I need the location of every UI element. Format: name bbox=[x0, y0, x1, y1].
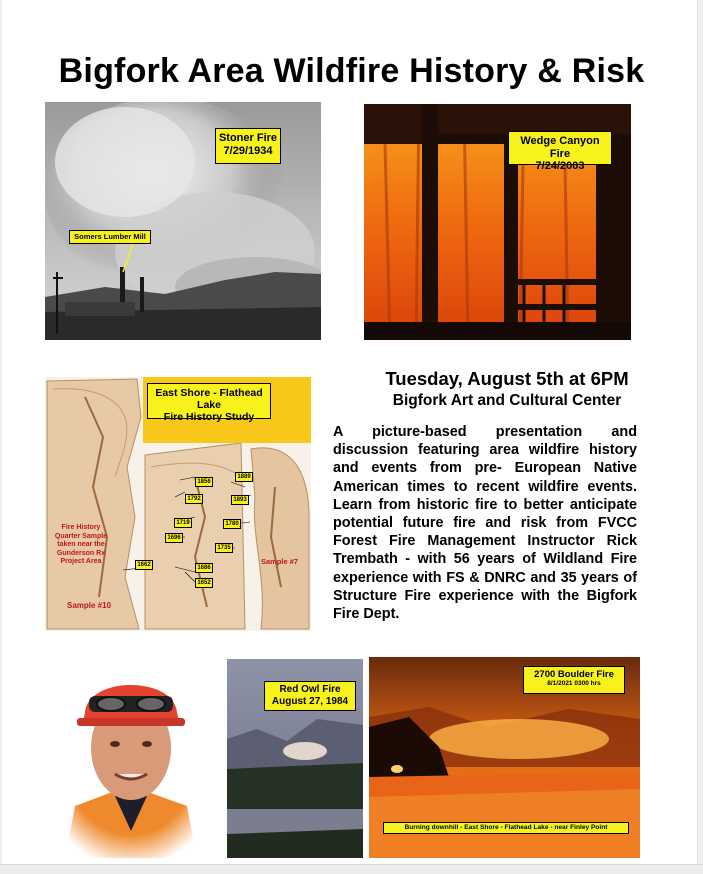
instructor-portrait-image bbox=[45, 656, 217, 858]
sample-7-label: Sample #7 bbox=[261, 557, 299, 566]
wedge-canyon-fire-photo bbox=[364, 104, 631, 340]
study-banner-line2: Fire History Study bbox=[163, 411, 255, 424]
instructor-portrait-photo bbox=[45, 656, 217, 858]
stoner-fire-name: Stoner Fire bbox=[218, 132, 278, 144]
helmet-text: SAFETY OFFICER bbox=[97, 676, 165, 683]
wedge-canyon-fire-date: 7/24/2003 bbox=[535, 160, 585, 173]
year-1889: 1889 bbox=[235, 472, 253, 482]
event-venue: Bigfork Art and Cultural Center bbox=[392, 392, 622, 409]
red-owl-fire-photo bbox=[227, 659, 363, 858]
year-1686: 1686 bbox=[195, 563, 213, 573]
year-1780: 1780 bbox=[223, 519, 241, 529]
study-banner-line1: East Shore - Flathead Lake bbox=[155, 387, 263, 412]
year-1856: 1856 bbox=[195, 477, 213, 487]
study-banner bbox=[147, 383, 271, 424]
event-date-time: Tuesday, August 5th at 6PM bbox=[385, 368, 629, 389]
page-bottom-edge bbox=[0, 864, 703, 874]
boulder-fire-caption: Burning downhill - East Shore - Flathead Lake - near Finley Point bbox=[383, 822, 629, 834]
boulder-fire-name: 2700 Boulder Fire bbox=[534, 669, 614, 680]
stoner-fire-date: 7/29/1934 bbox=[223, 144, 273, 157]
boulder-fire-label bbox=[523, 666, 625, 694]
page-right-edge bbox=[697, 0, 703, 874]
somers-mill-label: Somers Lumber Mill bbox=[69, 230, 151, 244]
stoner-fire-photo bbox=[45, 102, 321, 340]
year-1652: 1652 bbox=[195, 578, 213, 588]
page-title: Bigfork Area Wildfire History & Risk bbox=[58, 52, 645, 90]
fire-history-study-photo bbox=[45, 377, 311, 631]
mill-pointer-line bbox=[45, 102, 321, 340]
boulder-fire-date: 8/1/2021 0300 hrs bbox=[547, 680, 601, 688]
red-owl-fire-name: Red Owl Fire bbox=[279, 684, 341, 695]
year-1792: 1792 bbox=[185, 494, 203, 504]
red-owl-fire-date: August 27, 1984 bbox=[271, 695, 349, 707]
year-1735: 1735 bbox=[215, 543, 233, 553]
red-owl-fire-label bbox=[264, 681, 356, 711]
wedge-canyon-fire-label bbox=[508, 131, 612, 173]
year-1662: 1662 bbox=[135, 560, 153, 570]
sample-10-label: Sample #10 bbox=[67, 601, 112, 610]
page-left-edge bbox=[0, 0, 2, 874]
event-description: A picture-based presentation and discussion featuring area wildfire history and events from pre- European Native American times to recent wildfire events. Learn from historic fire to better anticipate potential future fire and risk from FVCC Forest Fire Management Instructor Rick Trembath - with 56 years of Wildland Fire experience with FS & DNRC and 35 years of Structure Fire experience with the Bigfork Fire Dept. bbox=[333, 424, 637, 623]
year-1893: 1893 bbox=[231, 495, 249, 505]
wedge-canyon-fire-name: Wedge Canyon Fire bbox=[520, 135, 600, 160]
boulder-fire-photo bbox=[369, 657, 640, 858]
year-1696: 1696 bbox=[165, 533, 183, 543]
year-1719: 1719 bbox=[174, 518, 192, 528]
study-left-caption: Fire History Quarter Sample taken near the Gunderson Rx Project Area bbox=[54, 524, 108, 565]
